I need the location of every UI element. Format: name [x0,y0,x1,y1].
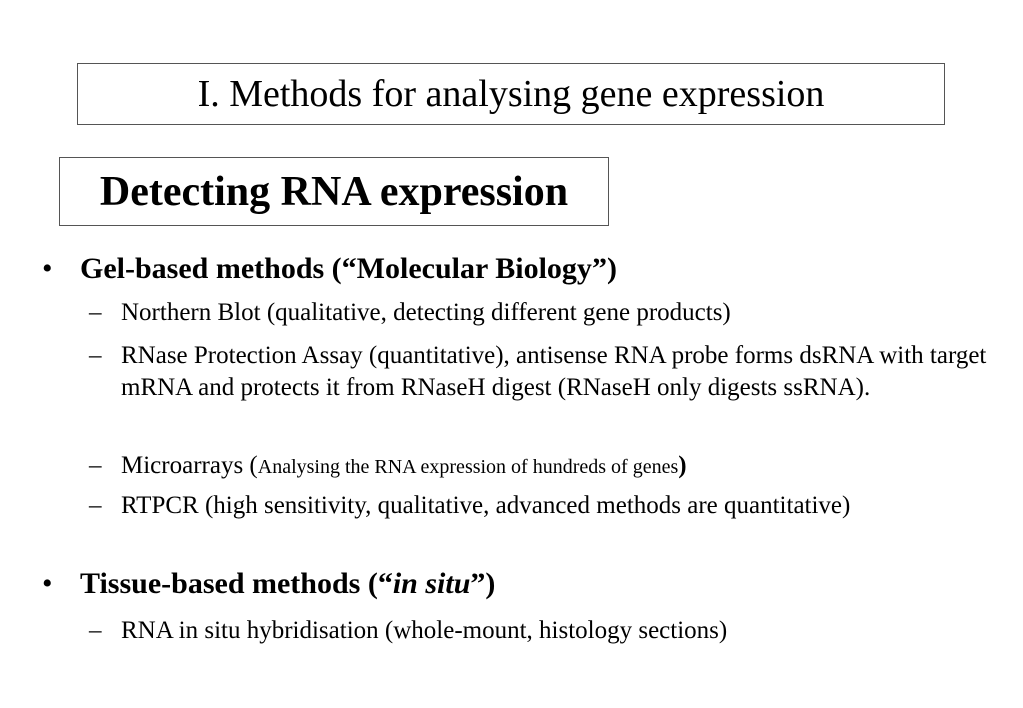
bullet-term: in situ [392,567,471,600]
dash-marker: – [89,299,102,326]
open-quote: “ [341,252,357,285]
close-quote: ” [591,252,607,285]
bullet-marker: • [42,252,53,285]
sub-item-northern-blot [89,297,991,329]
bullet-prefix: Gel-based methods ( [80,252,342,285]
bullet-term: Molecular Biology [356,252,592,285]
sub-item-microarrays [89,450,991,483]
sub-item-in-situ-hybridisation [89,615,991,647]
dash-marker: – [89,617,102,644]
bullet-marker: • [42,567,53,600]
dash-marker: – [89,452,102,479]
sub-item-rtpcr [89,490,991,522]
section-heading: Detecting RNA expression [99,168,569,215]
sub-item-prefix: Microarrays ( [121,452,258,479]
bullet-suffix: ) [485,567,496,600]
sub-item-text: RNase Protection Assay (quantitative), antisense RNA probe forms dsRNA with target mRNA and protects it from RNaseH digest (RNaseH only digests ssRNA). [121,342,987,401]
bullet-tissue-based-methods [42,567,496,601]
slide-title: I. Methods for analysing gene expression [197,73,825,115]
section-heading-box [59,157,609,226]
bullet-gel-based-methods [42,252,617,286]
slide-title-box [77,63,945,125]
sub-item-text: RTPCR (high sensitivity, qualitative, advanced methods are quantitative) [121,492,851,519]
open-quote: “ [377,567,393,600]
bullet-suffix: ) [606,252,617,285]
close-quote: ” [470,567,486,600]
sub-item-text: Northern Blot (qualitative, detecting different gene products) [121,299,731,326]
dash-marker: – [89,342,102,369]
dash-marker: – [89,492,102,519]
sub-item-rnase-protection [89,340,991,404]
sub-item-small-text: Analysing the RNA expression of hundreds of genes [257,456,679,478]
sub-item-suffix: ) [678,452,687,479]
bullet-prefix: Tissue-based methods ( [80,567,378,600]
sub-item-text: RNA in situ hybridisation (whole-mount, histology sections) [121,617,728,644]
